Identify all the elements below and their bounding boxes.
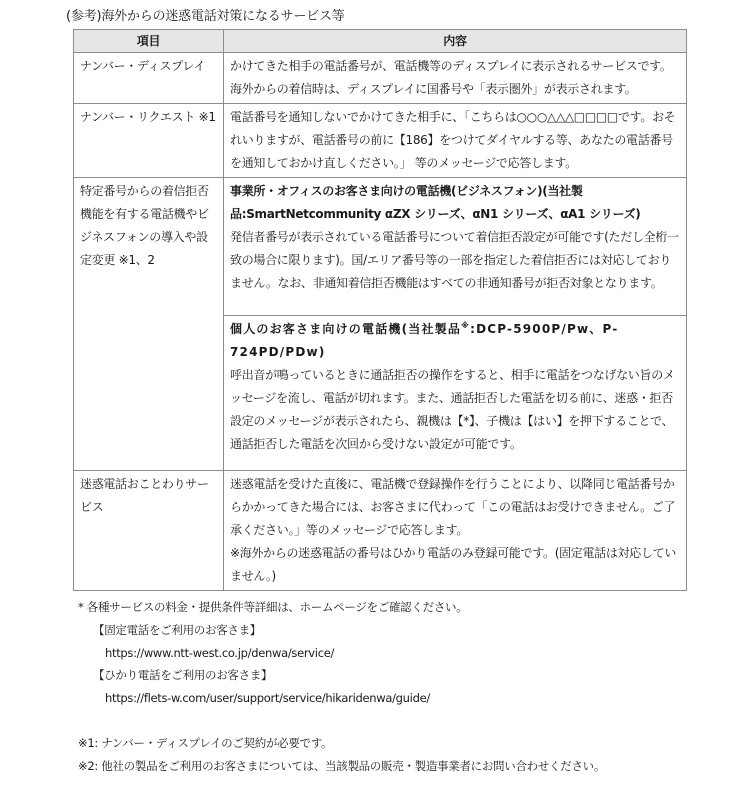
footnote-1: ※1: ナンバー・ディスプレイのご契約が必要です。 (78, 736, 333, 750)
table-row (74, 471, 687, 591)
home-phone-heading-pre: 個人のお客さま向けの電話機(当社製品 (230, 322, 462, 336)
service-details-note: * 各種サービスの料金・提供条件等詳細は、ホームページをご確認ください。 (78, 600, 468, 614)
home-phone-heading-post: :DCP-5900P/Pw、P-724PD/PDw) (230, 322, 619, 359)
fixed-phone-link[interactable]: https://www.ntt-west.co.jp/denwa/service/ (105, 646, 335, 660)
item-cell: 迷惑電話おことわりサービス (74, 471, 224, 591)
fixed-phone-label (78, 622, 261, 638)
document-title: (参考)海外からの迷惑電話対策になるサービス等 (66, 9, 345, 24)
item-cell: ナンバー・ディスプレイ (74, 53, 224, 104)
footnote-mark: ※ (461, 321, 471, 330)
business-phone-body: 発信者番号が表示されている電話番号について着信拒否設定が可能です(ただし全桁一致の場合に限ります)。国/エリア番号等の一部を指定した着信拒否には対応しておりません。なお、非通知着信拒否機能はすべての非通知番号が拒否対象となります。 (230, 230, 679, 290)
hikari-phone-link[interactable]: https://flets-w.com/user/support/service/hikaridenwa/guide/ (105, 691, 430, 705)
hikari-phone-label (78, 667, 272, 683)
fixed-phone-url[interactable] (78, 645, 334, 661)
content-note: ※海外からの迷惑電話の番号はひかり電話のみ登録可能です。(固定電話は対応していません。) (230, 546, 677, 583)
footnote-2: ※2: 他社の製品をご利用のお客さまについては、当該製品の販売・製造事業者にお問い合わせください。 (78, 759, 606, 773)
business-phone-heading: 事業所・オフィスのお客さま向けの電話機(ビジネスフォン)(当社製品:SmartNetcommunity αZX シリーズ、αN1 シリーズ、αA1 シリーズ) (230, 184, 641, 221)
content-text: 迷惑電話を受けた直後に、電話機で登録操作を行うことにより、以降同じ電話番号からかかってきた場合には、お客さまに代わって「この電話はお受けできません。ご了承ください。」等のメッセージで応答します。 (230, 477, 676, 537)
content-cell: 電話番号を通知しないでかけてきた相手に、「こちらは○○○△△△□□□□です。おそれいりますが、電話番号の前に【186】をつけてダイヤルする等、あなたの電話番号を通知しておかけ直しください。」 等のメッセージで応答します。 (224, 104, 687, 178)
header-item: 項目 (74, 30, 224, 53)
home-phone-body: 呼出音が鳴っているときに通話拒否の操作をすると、相手に電話をつなげない旨のメッセージを流し、電話が切れます。また、通話拒否した電話を切る前に、迷惑・拒否設定のメッセージが表示されたら、親機は【*】、子機は【はい】を押下することで、通話拒否した電話を次回から受けない設定が可能です。 (230, 368, 675, 451)
content-cell: かけてきた相手の電話番号が、電話機等のディスプレイに表示されるサービスです。海外からの着信時は、ディスプレイに国番号や「表示圏外」が表示されます。 (224, 53, 687, 104)
table-header-row (74, 30, 687, 53)
item-cell: 特定番号からの着信拒否機能を有する電話機やビジネスフォンの導入や設定変更 ※1、2 (74, 178, 224, 471)
fixed-phone-label-text: 【固定電話をご利用のお客さま】 (93, 623, 261, 637)
content-cell (224, 471, 687, 591)
content-cell-home (224, 316, 687, 471)
home-phone-heading (230, 318, 680, 364)
item-cell: ナンバー・リクエスト ※1 (74, 104, 224, 178)
table-row (74, 178, 687, 316)
table-row (74, 104, 687, 178)
hikari-phone-url[interactable] (78, 690, 430, 706)
content-cell-business (224, 178, 687, 316)
header-content: 内容 (224, 30, 687, 53)
table-row (74, 53, 687, 104)
services-table (73, 29, 687, 591)
hikari-phone-label-text: 【ひかり電話をご利用のお客さま】 (93, 668, 273, 682)
